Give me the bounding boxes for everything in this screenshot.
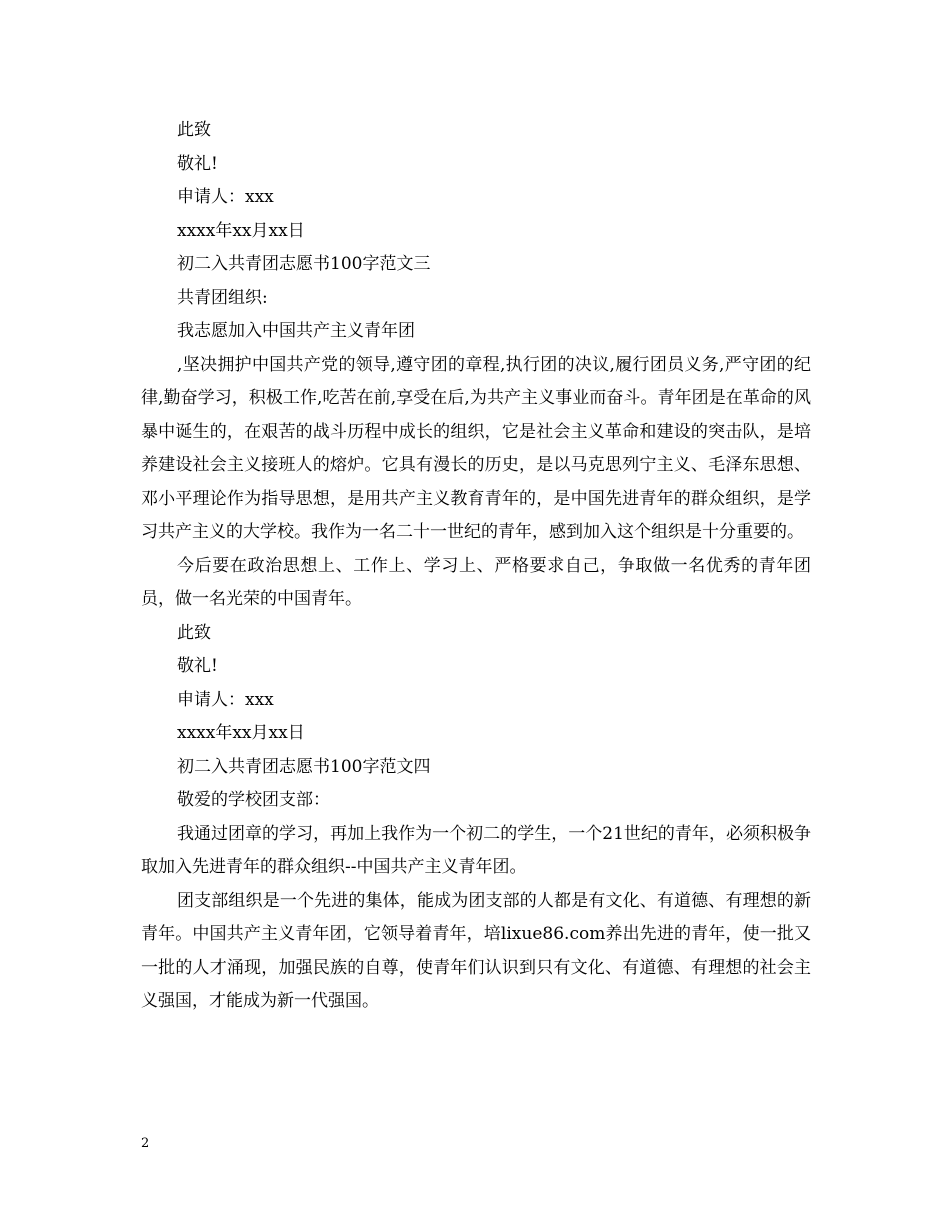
addressee-line: 共青团组织: [177, 287, 268, 308]
opening-line: 我志愿加入中国共产主义青年团 [177, 321, 415, 341]
body-paragraph: ,坚决拥护中国共产党的领导,遵守团的章程,执行团的决议,履行团员义务,严守团的纪律,勤奋学习，积极工作,吃苦在前,享受在后,为共产主义事业而奋斗。青年团是在革命的风暴中诞生的，在艰苦的战斗历程中成长的组织，它是社会主义革命和建设的突击队，是培养建设社会主义接班人的熔炉。它具有漫长的历史，是以马克思列宁主义、毛泽东思想、邓小平理论作为指导思想，是用共产主义教育青年的，是中国先进青年的群众组织，是学习共产主义的大学校。我作为一名二十一世纪的青年，感到加入这个组织是十分重要的。 [141, 354, 811, 542]
section-title: 初二入共青团志愿书100字范文四 [177, 756, 431, 777]
closing-line: 此致 [177, 622, 211, 643]
page-number: 2 [141, 1136, 150, 1151]
date-line: xxxx年xx月xx日 [177, 723, 305, 743]
section-title: 初二入共青团志愿书100字范文三 [177, 254, 431, 274]
body-paragraph: 团支部组织是一个先进的集体，能成为团支部的人都是有文化、有道德、有理想的新青年。中国共产主义青年团，它领导着青年，培lixue86.com养出先进的青年，使一批又一批的人才涌现，加强民族的自尊，使青年们认识到只有文化、有道德、有理想的社会主义强国，才能成为新一代强国。 [141, 890, 811, 1011]
closing-line: 此致 [177, 120, 211, 140]
applicant-line: 申请人：xxx [177, 187, 274, 207]
document-body [141, 114, 811, 1019]
addressee-line: 敬爱的学校团支部： [177, 790, 330, 810]
salutation-line: 敬礼! [177, 153, 218, 174]
salutation-line: 敬礼! [177, 656, 218, 676]
body-paragraph: 今后要在政治思想上、工作上、学习上、严格要求自己，争取做一名优秀的青年团员，做一名光荣的中国青年。 [141, 555, 811, 609]
applicant-line: 申请人：xxx [177, 689, 274, 710]
date-line: xxxx年xx月xx日 [177, 220, 305, 241]
body-paragraph: 我通过团章的学习，再加上我作为一个初二的学生，一个21世纪的青年，必须积极争取加入先进青年的群众组织--中国共产主义青年团。 [141, 823, 811, 877]
